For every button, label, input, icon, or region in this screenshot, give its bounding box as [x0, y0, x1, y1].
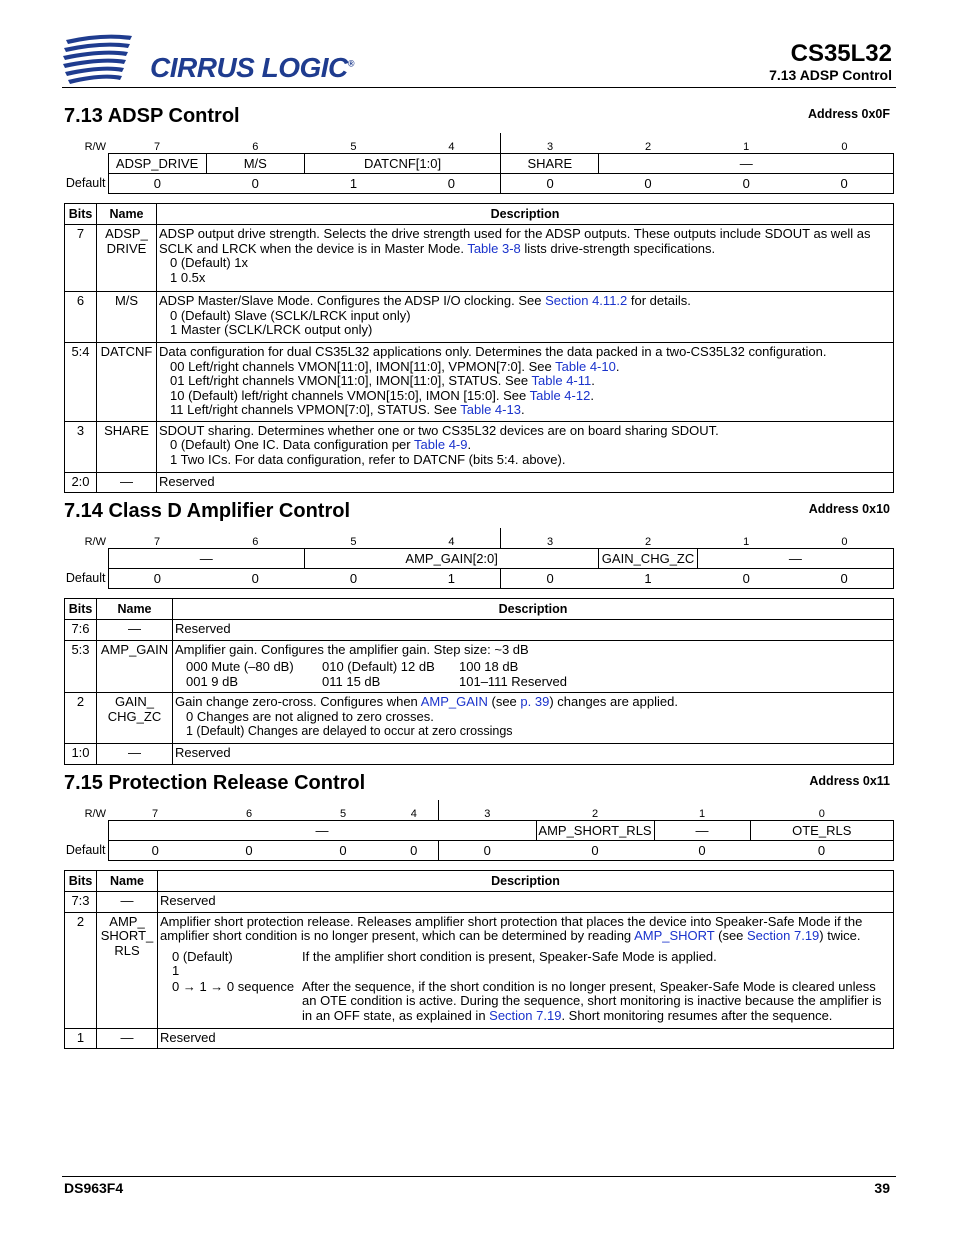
bits-cell: 1:0 — [65, 744, 97, 765]
desc-text: Gain change zero-cross. Configures when — [175, 694, 421, 709]
table-row — [65, 744, 894, 765]
bit-number: 7 — [154, 535, 161, 548]
bits-header: Bits — [65, 871, 97, 892]
description-cell: Reserved — [173, 620, 894, 641]
default-value: 0 — [536, 840, 654, 860]
header-rule — [62, 87, 896, 88]
default-label: Default — [65, 843, 106, 857]
field-reserved: — — [108, 548, 304, 568]
description-cell — [157, 421, 894, 472]
default-value: 1 — [304, 173, 402, 193]
desc-text: ) twice. — [819, 928, 861, 943]
bits-cell: 2:0 — [65, 472, 97, 493]
bit-number: 3 — [438, 800, 536, 820]
gain-option: 101–111 Reserved — [459, 673, 567, 689]
description-cell — [173, 640, 894, 693]
option-value: . Short monitoring resumes after the sequence. — [561, 1007, 833, 1023]
name-line: SHORT_ — [100, 928, 154, 943]
bit-number: 2 — [644, 535, 652, 548]
option-text: 0 (Default) One IC. Data configuration per — [170, 437, 414, 452]
register-map-adsp — [64, 133, 894, 194]
default-value: 0 — [202, 840, 296, 860]
field-reserved: — — [654, 820, 750, 840]
option-text: 1 Two ICs. For data configuration, refer to DATCNF (bits 5:4. above). — [170, 451, 566, 467]
bit-number: 5 — [350, 140, 357, 153]
default-value: 0 — [438, 840, 536, 860]
option-text: 0 (Default) Slave (SCLK/LRCK input only) — [170, 307, 411, 323]
amp-gain-link[interactable]: AMP_GAIN — [420, 694, 488, 709]
bits-cell: 6 — [65, 292, 97, 343]
option-text: 1 0.5x — [170, 269, 206, 285]
table-row — [65, 693, 894, 744]
field-adsp-drive: ADSP_DRIVE — [108, 153, 206, 173]
desc-text: SDOUT sharing. Determines whether one or two CS35L32 devices are on board sharing SDOUT. — [159, 422, 719, 438]
default-value: 0 — [654, 840, 750, 860]
option-key: 0 → 1 → 0 sequence — [172, 978, 295, 994]
description-cell — [157, 343, 894, 422]
name-cell: — — [97, 1028, 158, 1049]
description-cell: Reserved — [158, 892, 894, 913]
table-row — [65, 292, 894, 343]
field-reserved: — — [599, 153, 894, 173]
bit-number: 4 — [448, 140, 455, 153]
bits-cell: 2 — [65, 912, 97, 1028]
rw-label: R/W — [84, 808, 106, 820]
bit-number: 1 — [698, 807, 706, 820]
default-value: 0 — [390, 840, 438, 860]
field-share: SHARE — [501, 153, 599, 173]
name-cell: DATCNF — [97, 343, 157, 422]
description-table-adsp — [64, 203, 894, 493]
default-value: 0 — [108, 568, 206, 588]
description-cell — [158, 912, 894, 1028]
table-row — [65, 343, 894, 422]
default-value: 0 — [501, 173, 599, 193]
bit-number: 1 — [743, 535, 750, 548]
desc-text: for details. — [627, 293, 691, 308]
bit-number: 4 — [410, 807, 417, 820]
bit-number: 6 — [252, 535, 259, 548]
option-text: 11 Left/right channels VPMON[7:0], STATUS. See — [170, 402, 461, 417]
option-text: . — [590, 387, 594, 403]
name-header: Name — [97, 204, 157, 225]
table-link[interactable]: Table 4-10 — [555, 358, 616, 374]
field-amp-gain: AMP_GAIN[2:0] — [304, 548, 599, 568]
bit-number: 7 — [151, 807, 159, 820]
bit-number: 3 — [501, 528, 599, 548]
section-address-adsp: Address 0x0F — [808, 107, 890, 121]
option-text: . — [467, 437, 472, 452]
register-map-class-d — [64, 528, 894, 589]
desc-text: ) changes are applied. — [549, 694, 678, 709]
rw-label: R/W — [84, 536, 106, 548]
gain-option: 010 (Default) 12 dB — [322, 659, 435, 674]
field-datcnf: DATCNF[1:0] — [304, 153, 500, 173]
name-cell: M/S — [97, 292, 157, 343]
option-key: 1 — [172, 963, 180, 978]
option-value: After the sequence, if the short condition is no longer present, Speaker-Safe Mode is cleared unless an OTE condition is active. During the sequence, short monitoring is inactive because the amplifier is in an OFF state, as explained in — [302, 978, 882, 1023]
bit-number: 0 — [818, 807, 825, 820]
default-value: 0 — [108, 173, 206, 193]
bits-cell: 7:6 — [65, 620, 97, 641]
doc-id: DS963F4 — [64, 1180, 124, 1196]
name-cell — [97, 912, 158, 1028]
table-row — [65, 640, 894, 693]
bits-cell: 5:3 — [65, 640, 97, 693]
option-text: . — [615, 358, 620, 374]
table-row — [65, 472, 894, 493]
bits-header: Bits — [65, 204, 97, 225]
option-text: 10 (Default) left/right channels VMON[15:0], IMON [15:0]. See — [170, 387, 530, 403]
field-reserved: — — [697, 548, 893, 568]
gain-option: 100 18 dB — [459, 659, 519, 674]
description-table-protection — [64, 870, 894, 1049]
default-value: 0 — [599, 173, 697, 193]
table-row — [65, 1028, 894, 1049]
option-text: 1 Master (SCLK/LRCK output only) — [170, 322, 373, 337]
default-value: 0 — [795, 568, 893, 588]
field-gain-chg-zc: GAIN_CHG_ZC — [599, 548, 697, 568]
option-text: 0 (Default) 1x — [170, 255, 249, 270]
option-text: 0 Changes are not aligned to zero crosses. — [186, 708, 434, 724]
bit-number: 1 — [743, 140, 750, 153]
default-value: 0 — [697, 173, 795, 193]
table-row — [65, 892, 894, 913]
name-cell: — — [97, 472, 157, 493]
default-value: 0 — [795, 173, 893, 193]
bits-cell: 7 — [65, 225, 97, 292]
default-value: 0 — [501, 568, 599, 588]
bit-number: 2 — [644, 140, 652, 153]
registered-mark: ® — [347, 58, 354, 69]
option-value: If the amplifier short condition is present, Speaker-Safe Mode is applied. — [302, 948, 717, 964]
section-title-class-d: 7.14 Class D Amplifier Control — [64, 500, 350, 522]
default-value: 0 — [403, 173, 501, 193]
register-map-protection — [64, 800, 894, 861]
default-value: 0 — [750, 840, 894, 860]
table-link[interactable]: Table 3-8 — [467, 240, 521, 256]
desc-text: Data configuration for dual CS35L32 applications only. Determines the data packed in a two-CS35L32 configuration. — [159, 344, 827, 359]
name-cell: SHARE — [97, 421, 157, 472]
part-number: CS35L32 — [790, 40, 892, 67]
name-line: AMP_ — [109, 913, 145, 929]
description-table-class-d — [64, 598, 894, 765]
bit-number: 6 — [252, 140, 259, 153]
desc-text: Amplifier short protection release. Releases amplifier short protection that places the device into Speaker-Safe Mode if the amplifier short condition is no longer present, which can be determined by reading — [160, 913, 863, 943]
description-cell: Reserved — [158, 1028, 894, 1049]
name-line: RLS — [114, 942, 140, 958]
section-title-protection: 7.15 Protection Release Control — [64, 772, 366, 794]
field-reserved: — — [108, 820, 536, 840]
option-key: 0 (Default) — [172, 948, 233, 964]
rw-label: R/W — [84, 141, 106, 153]
bits-header: Bits — [65, 599, 97, 620]
field-amp-short-rls: AMP_SHORT_RLS — [536, 820, 654, 840]
name-header: Name — [97, 599, 173, 620]
footer-rule — [62, 1176, 896, 1177]
section-address-protection: Address 0x11 — [809, 774, 890, 788]
bit-number: 5 — [350, 535, 357, 548]
desc-text: (see — [714, 928, 748, 943]
option-text: 1 (Default) Changes are delayed to occur at zero crossings — [186, 724, 513, 738]
section-address-class-d: Address 0x10 — [808, 502, 890, 516]
page-number: 39 — [874, 1180, 890, 1196]
field-ote-rls: OTE_RLS — [750, 820, 894, 840]
amp-short-link[interactable]: AMP_SHORT — [634, 928, 715, 943]
bits-cell: 3 — [65, 421, 97, 472]
description-cell: Reserved — [157, 472, 894, 493]
table-link[interactable]: Table 4-11 — [531, 373, 592, 388]
gain-option: 000 Mute (–80 dB) — [186, 659, 294, 674]
bits-cell: 1 — [65, 1028, 97, 1049]
default-label: Default — [65, 571, 106, 585]
name-cell: — — [97, 744, 173, 765]
name-cell: — — [97, 892, 158, 913]
field-ms: M/S — [206, 153, 304, 173]
bit-number: 6 — [245, 807, 253, 820]
table-row — [65, 620, 894, 641]
section-link[interactable]: Section 4.11.2 — [545, 293, 628, 308]
description-header: Description — [157, 204, 894, 225]
name-cell: AMP_GAIN — [97, 640, 173, 693]
section-link[interactable]: Section 7.19 — [489, 1007, 562, 1023]
default-value: 0 — [697, 568, 795, 588]
bit-number: 0 — [841, 535, 848, 548]
table-row — [65, 225, 894, 292]
bit-number: 3 — [501, 133, 599, 153]
table-row — [65, 912, 894, 1028]
gain-option: 011 15 dB — [322, 673, 381, 689]
default-value: 0 — [296, 840, 390, 860]
description-cell — [157, 225, 894, 292]
table-link[interactable]: Table 4-13 — [460, 402, 521, 417]
desc-text: Amplifier gain. Configures the amplifier gain. Step size: ~3 dB — [175, 641, 529, 657]
bit-number: 5 — [339, 807, 347, 820]
section-link[interactable]: Section 7.19 — [747, 928, 820, 943]
table-link[interactable]: Table 4-12 — [529, 387, 591, 403]
option-text: . — [591, 373, 595, 388]
table-row — [65, 421, 894, 472]
table-link[interactable]: Table 4-9 — [414, 437, 468, 452]
desc-text: ADSP Master/Slave Mode. Configures the ADSP I/O clocking. See — [159, 293, 546, 308]
bit-number: 7 — [154, 140, 161, 153]
default-label: Default — [65, 176, 106, 190]
name-cell: GAIN_ CHG_ZC — [97, 693, 173, 744]
option-text: . — [520, 402, 525, 417]
desc-text: (see — [487, 694, 521, 709]
section-title-adsp: 7.13 ADSP Control — [64, 105, 240, 127]
logo-text: CIRRUS LOGIC — [150, 52, 348, 83]
name-cell: ADSP_ DRIVE — [97, 225, 157, 292]
description-header: Description — [173, 599, 894, 620]
bits-cell: 2 — [65, 693, 97, 744]
name-header: Name — [97, 871, 158, 892]
default-value: 0 — [304, 568, 402, 588]
page-link[interactable]: p. 39 — [520, 694, 550, 709]
gain-option: 001 9 dB — [186, 673, 239, 689]
bits-cell: 7:3 — [65, 892, 97, 913]
description-cell: Reserved — [173, 744, 894, 765]
name-cell: — — [97, 620, 173, 641]
default-value: 1 — [599, 568, 697, 588]
header-subsection: 7.13 ADSP Control — [769, 67, 892, 83]
description-header: Description — [158, 871, 894, 892]
default-value: 0 — [206, 568, 304, 588]
description-cell — [173, 693, 894, 744]
option-text: 00 Left/right channels VMON[11:0], IMON[11:0], VPMON[7:0]. See — [170, 358, 556, 374]
option-text: 01 Left/right channels VMON[11:0], IMON[11:0], STATUS. See — [170, 373, 532, 388]
bits-cell: 5:4 — [65, 343, 97, 422]
bit-number: 0 — [841, 140, 848, 153]
logo-wordmark — [150, 52, 354, 84]
description-cell — [157, 292, 894, 343]
bit-number: 2 — [591, 807, 599, 820]
desc-text: ADSP output drive strength. Selects the drive strength used for the ADSP outputs. These outputs include SDOUT as well as SCLK and LRCK when the device is in Master Mode. — [159, 226, 871, 256]
desc-text: lists drive-strength specifications. — [520, 240, 716, 256]
default-value: 0 — [206, 173, 304, 193]
default-value: 0 — [108, 840, 202, 860]
bit-number: 4 — [448, 535, 455, 548]
default-value: 1 — [403, 568, 501, 588]
